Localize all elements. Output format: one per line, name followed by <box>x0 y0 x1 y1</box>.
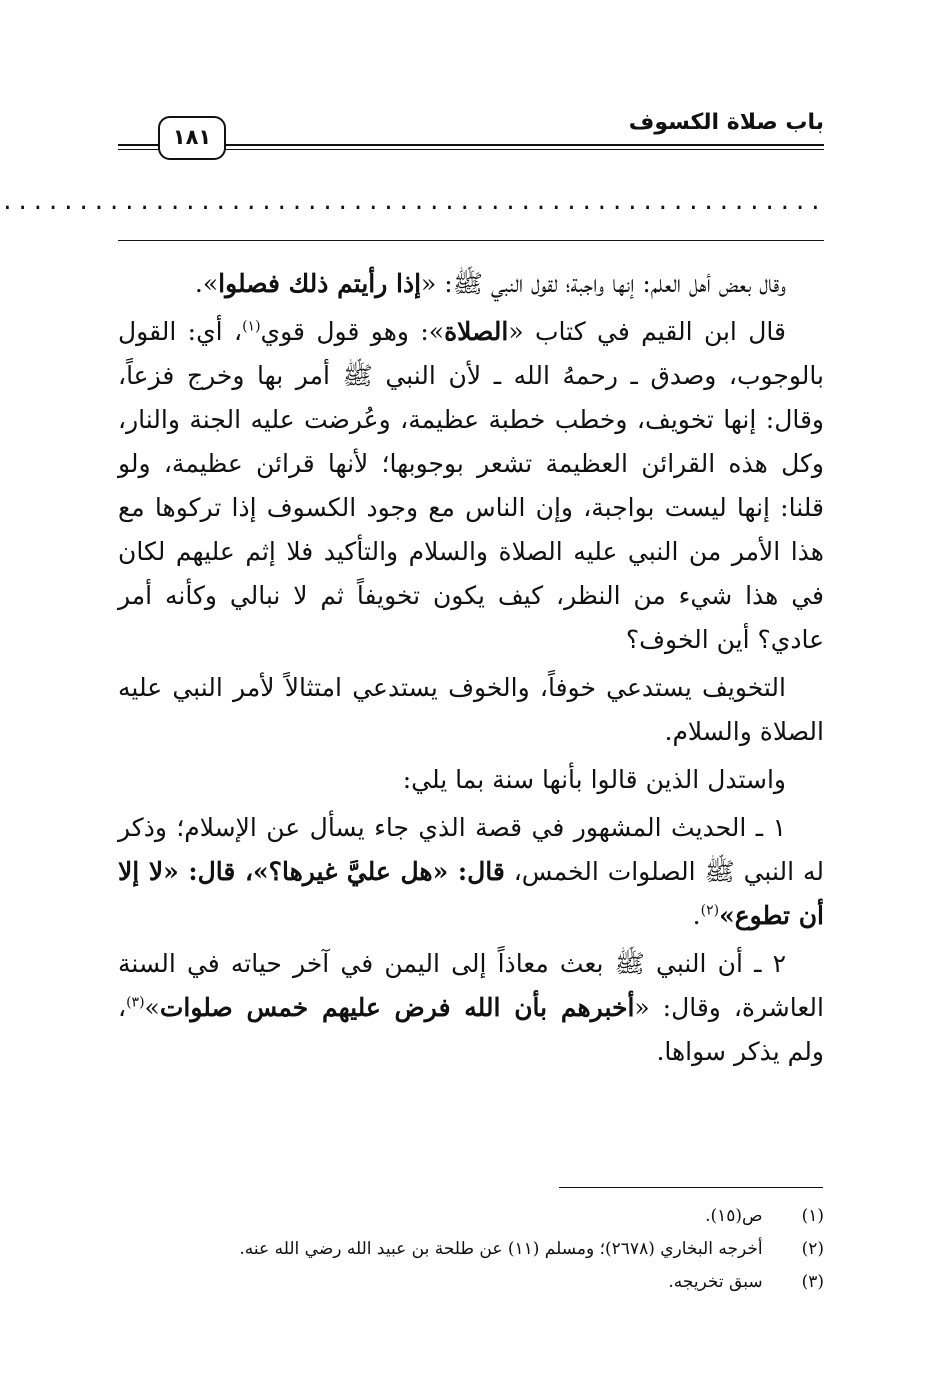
footnote-number: (١) <box>801 1206 824 1226</box>
main-text <box>118 262 824 1078</box>
footnotes <box>118 1200 824 1299</box>
book-title: الصلاة <box>444 317 509 346</box>
text-run: وقال بعض أهل العلم: إنها واجبة؛ لقول النبي ﷺ: « <box>421 269 786 298</box>
hadith-quote: إذا رأيتم ذلك فصلوا <box>218 269 422 298</box>
text-run: ، ولم يذكر سواها. <box>118 993 824 1066</box>
footnote-number: (٣) <box>801 1272 824 1292</box>
text-run: قال ابن القيم في كتاب « <box>508 317 786 346</box>
body-rule <box>118 240 824 241</box>
paragraph-6 <box>118 942 824 1074</box>
text-run: ». <box>194 269 219 298</box>
footnote-ref-1: (١) <box>242 318 261 335</box>
paragraph-5 <box>118 806 824 938</box>
page-header <box>118 106 824 156</box>
page-number: ١٨١ <box>158 116 226 160</box>
hadith-quote: أخبرهم بأن الله فرض عليهم خمس صلوات <box>159 993 635 1022</box>
paragraph-3 <box>118 666 824 754</box>
text-run: ١ ـ الحديث المشهور في قصة الذي جاء يسأل عن الإسلام؛ وذكر له النبي ﷺ الصلوات الخمس، <box>118 813 824 886</box>
footnote-number: (٢) <box>801 1239 824 1259</box>
footnote-text: ص(١٥). <box>705 1206 763 1226</box>
text-run: » <box>144 993 160 1022</box>
footnote-item <box>118 1266 824 1299</box>
dotted-separator: ...................................................... <box>0 190 824 215</box>
paragraph-2 <box>118 310 824 662</box>
footnote-item <box>118 1233 824 1266</box>
paragraph-4 <box>118 758 824 802</box>
text-run: ٢ ـ أن النبي ﷺ بعث معاذاً إلى اليمن في آخر حياته في السنة العاشرة، وقال: « <box>118 949 824 1022</box>
text-run: واستدل الذين قالوا بأنها سنة بما يلي: <box>402 765 786 794</box>
footnote-text: سبق تخريجه. <box>668 1272 763 1292</box>
text-run: . <box>692 901 701 930</box>
footnote-item <box>118 1200 824 1233</box>
chapter-title: باب صلاة الكسوف <box>628 110 824 135</box>
text-run: التخويف يستدعي خوفاً، والخوف يستدعي امتثالاً لأمر النبي عليه الصلاة والسلام. <box>118 673 824 746</box>
footnote-ref-2: (٢) <box>700 902 720 919</box>
footnote-rule <box>559 1187 823 1188</box>
footnote-text: أخرجه البخاري (٢٦٧٨)؛ ومسلم (١١) عن طلحة بن عبيد الله رضي الله عنه. <box>239 1239 763 1259</box>
footnote-ref-3: (٣) <box>126 994 145 1011</box>
text-run: »: وهو قول قوي <box>260 317 445 346</box>
paragraph-1 <box>118 262 824 306</box>
hadith-quote: قال: «هل عليَّ غيرها؟»، قال: «لا إلا أن تطوع» <box>118 857 824 930</box>
text-run: ، أي: القول بالوجوب، وصدق ـ رحمهُ الله ـ لأن النبي ﷺ أمر بها وخرج فزعاً، وقال: إنها تخويف، وخطب خطبة عظيمة، وعُرضت عليه الجنة والنار، وكل هذه القرائن العظيمة تشعر بوجوبها؛ لأنها قرائن عظيمة، ولو قلنا: إنها ليست بواجبة، وإن الناس مع وجود الكسوف إذا تركوها مع هذا الأمر من النبي عليه الصلاة والسلام والتأكيد فلا إثم عليهم لكان في هذا شيء من النظر، كيف يكون تخويفاً ثم لا نبالي وكأنه أمر عادي؟ أين الخوف؟ <box>118 317 824 654</box>
